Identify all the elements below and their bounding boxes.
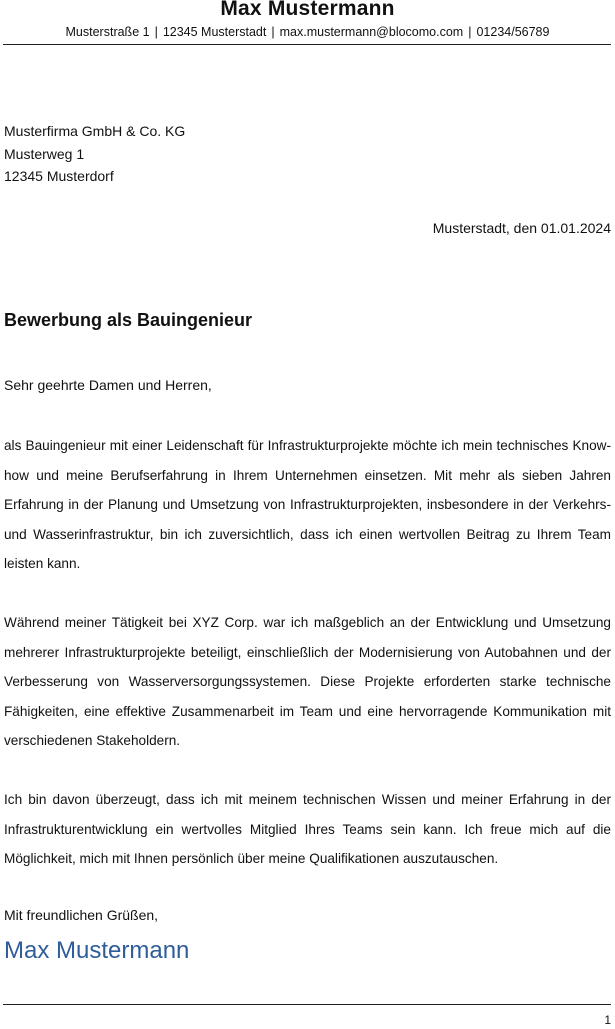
letter-subject: Bewerbung als Bauingenieur bbox=[4, 310, 253, 330]
salutation: Sehr geehrte Damen und Herren, bbox=[4, 377, 212, 393]
footer-divider bbox=[3, 1004, 611, 1005]
sender-phone: 01234/56789 bbox=[476, 25, 550, 39]
recipient-street: Musterweg 1 bbox=[4, 145, 85, 162]
body-paragraph: als Bauingenieur mit einer Leidenschaft für Infrastrukturprojekte möchte ich mein technisches Know-how und meine Berufserfahrung in Ihrem Unternehmen einsetzen. Mit mehr als sieben Jahren Erfahrung in der Planung und Umsetzung von Infrastrukturprojekten, insbesondere in der Verkehrs- und Wasserinfrastruktur, bin ich zuversichtlich, dass ich einen wertvollen Beitrag zu Ihrem Team leisten kann. bbox=[4, 438, 611, 571]
separator: | bbox=[271, 25, 275, 39]
recipient-address bbox=[4, 120, 185, 188]
sender-city: 12345 Musterstadt bbox=[162, 25, 267, 39]
page-number: 1 bbox=[604, 1013, 611, 1027]
body-paragraph: Während meiner Tätigkeit bei XYZ Corp. war ich maßgeblich an der Entwicklung und Umsetzung mehrerer Infrastrukturprojekte beteiligt, einschließlich der Modernisierung von Autobahnen und der Verbesserung von Wasserversorgungssystemen. Diese Projekte erforderten starke technische Fähigkeiten, eine effektive Zusammenarbeit im Team und eine hervorragende Kommunikation mit verschiedenen Stakeholdern. bbox=[4, 615, 611, 748]
sender-contact-line bbox=[0, 23, 615, 41]
header-divider bbox=[3, 44, 611, 45]
recipient-city: 12345 Musterdorf bbox=[4, 168, 114, 184]
sender-name: Max Mustermann bbox=[220, 0, 395, 20]
body-paragraph: Ich bin davon überzeugt, dass ich mit meinem technischen Wissen und meiner Erfahrung in der Infrastrukturentwicklung ein wertvolles Mitglied Ihres Teams sein kann. Ich freue mich auf die Möglichkeit, mich mit Ihnen persönlich über meine Qualifikationen auszutauschen. bbox=[4, 792, 611, 866]
recipient-company: Musterfirma GmbH & Co. KG bbox=[4, 123, 186, 139]
sender-street: Musterstraße 1 bbox=[65, 25, 150, 39]
separator: | bbox=[468, 25, 472, 39]
place-and-date: Musterstadt, den 01.01.2024 bbox=[432, 220, 611, 236]
closing-phrase: Mit freundlichen Grüßen, bbox=[4, 907, 159, 923]
separator: | bbox=[154, 25, 158, 39]
sender-email[interactable]: max.mustermann@blocomo.com bbox=[279, 25, 464, 39]
letterhead bbox=[0, 0, 615, 41]
signature: Max Mustermann bbox=[4, 937, 190, 964]
letter-body bbox=[4, 431, 611, 903]
